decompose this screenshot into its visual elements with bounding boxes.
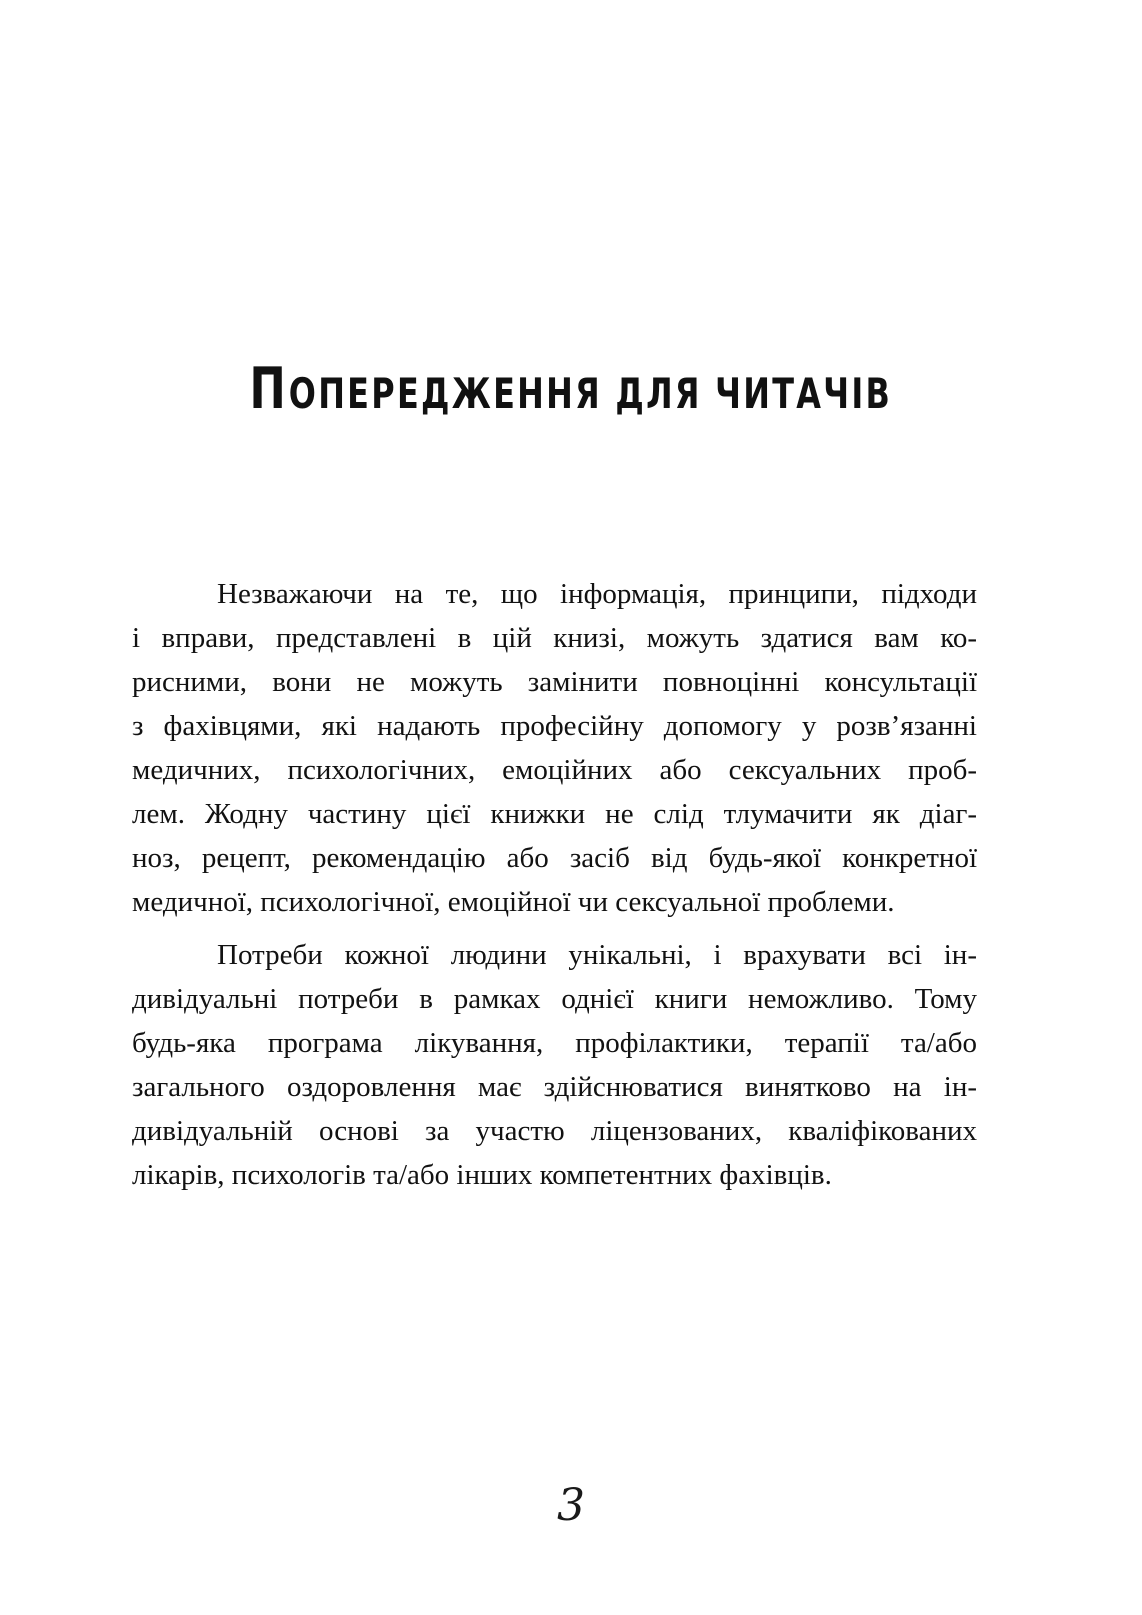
body-line: Потреби кожної людини унікальні, і врахувати всі ін- (217, 939, 977, 971)
body-line: рисними, вони не можуть замінити повноцінні консультації (132, 666, 977, 698)
chapter-title: ПОПЕРЕДЖЕННЯ ДЛЯ ЧИТАЧІВ (249, 356, 893, 422)
body-line: з фахівцями, які надають професійну допомогу у розв’язанні (132, 710, 977, 742)
page-number: 3 (557, 1480, 585, 1531)
body-line: медичних, психологічних, емоційних або сексуальних проб- (132, 754, 977, 786)
body-line: лікарів, психологів та/або інших компетентних фахівців. (132, 1159, 832, 1191)
body-line: будь-яка програма лікування, профілактики, терапії та/або (132, 1027, 977, 1059)
body-line: дивідуальній основі за участю ліцензованих, кваліфікованих (132, 1115, 977, 1147)
body-line: дивідуальні потреби в рамках однієї книги неможливо. Тому (132, 983, 977, 1015)
body-line: лем. Жодну частину цієї книжки не слід тлумачити як діаг- (132, 798, 977, 830)
body-line: загального оздоровлення має здійснюватися винятково на ін- (132, 1071, 977, 1103)
chapter-title-wrap (0, 358, 1142, 421)
body-line: ноз, рецепт, рекомендацію або засіб від будь-якої конкретної (132, 842, 977, 874)
paragraph-2 (132, 933, 977, 1197)
paragraph-1 (132, 572, 977, 924)
body-text (132, 572, 977, 1197)
body-line: Незважаючи на те, що інформація, принципи, підходи (217, 578, 977, 610)
page-number-wrap (0, 1482, 1142, 1530)
body-line: і вправи, представлені в цій книзі, можуть здатися вам ко- (132, 622, 977, 654)
body-line: медичної, психологічної, емоційної чи сексуальної проблеми. (132, 886, 895, 918)
